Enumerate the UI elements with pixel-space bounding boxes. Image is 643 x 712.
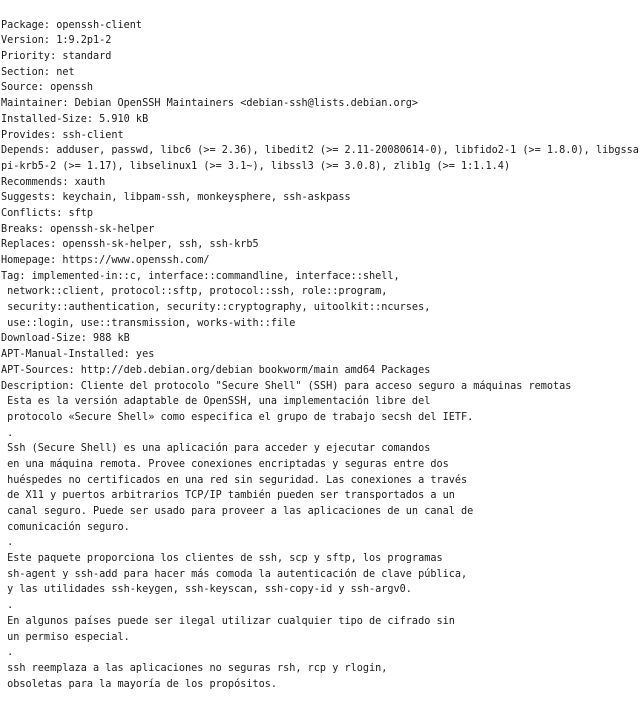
command-output	[1, 18, 643, 693]
output-line: pi-krb5-2 (>= 1.17), libselinux1 (>= 3.1~), libssl3 (>= 3.0.8), zlib1g (>= 1:1.1.4)	[1, 160, 511, 172]
output-line: Priority: standard	[1, 51, 112, 63]
output-line: y las utilidades ssh-keygen, ssh-keyscan, ssh-copy-id y ssh-argv0.	[1, 584, 412, 596]
output-line: Tag: implemented-in::c, interface::commandline, interface::shell,	[1, 270, 400, 282]
output-line: canal seguro. Puede ser usado para proveer a las aplicaciones de un canal de	[1, 506, 474, 517]
output-line: huéspedes no certificados en una red sin seguridad. Las conexiones a través	[1, 474, 468, 486]
output-line: Suggests: keychain, libpam-ssh, monkeysphere, ssh-askpass	[1, 192, 351, 204]
output-line: de X11 y puertos arbitrarios TCP/IP también pueden ser transportados a un	[1, 490, 455, 502]
output-line: Ssh (Secure Shell) es una aplicación para acceder y ejecutar comandos	[1, 443, 431, 455]
output-line: en una máquina remota. Provee conexiones encriptadas y seguras entre dos	[1, 458, 449, 470]
output-line: Recommends: xauth	[1, 176, 106, 188]
output-line: APT-Sources: http://deb.debian.org/debian bookworm/main amd64 Packages	[1, 364, 431, 376]
output-line: .	[1, 427, 14, 439]
output-line: protocolo «Secure Shell» como especifica el grupo de trabajo secsh del IETF.	[1, 411, 474, 423]
output-line: .	[1, 600, 14, 612]
output-line: APT-Manual-Installed: yes	[1, 349, 155, 361]
final-prompt-line[interactable]	[1, 696, 643, 712]
output-line: obsoletas para la mayoría de los propósitos.	[1, 678, 278, 690]
output-line: comunicación seguro.	[1, 521, 130, 533]
output-line: Depends: adduser, passwd, libc6 (>= 2.36), libedit2 (>= 2.11-20080614-0), libfido2-1 (>= 1.8.0), libgssa	[1, 145, 639, 157]
output-line: Description: Cliente del protocolo "Secure Shell" (SSH) para acceso seguro a máquinas remotas	[1, 380, 572, 392]
output-line: Provides: ssh-client	[1, 129, 124, 141]
output-line: Download-Size: 988 kB	[1, 333, 130, 345]
output-line: network::client, protocol::sftp, protocol::ssh, role::program,	[1, 286, 388, 298]
output-line: Installed-Size: 5.910 kB	[1, 113, 149, 125]
output-line: use::login, use::transmission, works-with::file	[1, 317, 296, 329]
output-line: Package: openssh-client	[1, 19, 143, 31]
output-line: Conflicts: sftp	[1, 207, 94, 219]
output-line: Breaks: openssh-sk-helper	[1, 223, 155, 235]
output-line: En algunos países puede ser ilegal utilizar cualquier tipo de cifrado sin	[1, 615, 455, 627]
output-line: .	[1, 647, 14, 659]
command-prompt-line	[1, 2, 643, 18]
output-line: un permiso especial.	[1, 631, 130, 643]
output-line: Esta es la versión adaptable de OpenSSH, una implementación libre del	[1, 396, 431, 408]
output-line: Maintainer: Debian OpenSSH Maintainers <debian-ssh@lists.debian.org>	[1, 98, 419, 110]
output-line: ssh reemplaza a las aplicaciones no seguras rsh, rcp y rlogin,	[1, 662, 388, 674]
output-line: security::authentication, security::cryptography, uitoolkit::ncurses,	[1, 302, 431, 314]
output-line: .	[1, 537, 14, 549]
output-line: Section: net	[1, 66, 75, 78]
output-line: Source: openssh	[1, 82, 94, 94]
output-line: Replaces: openssh-sk-helper, ssh, ssh-krb5	[1, 239, 259, 251]
output-line: Version: 1:9.2p1-2	[1, 35, 112, 47]
output-line: Este paquete proporciona los clientes de ssh, scp y sftp, los programas	[1, 553, 443, 565]
output-line: sh-agent y ssh-add para hacer más comoda la autenticación de clave pública,	[1, 568, 468, 580]
output-line: Homepage: https://www.openssh.com/	[1, 255, 210, 266]
